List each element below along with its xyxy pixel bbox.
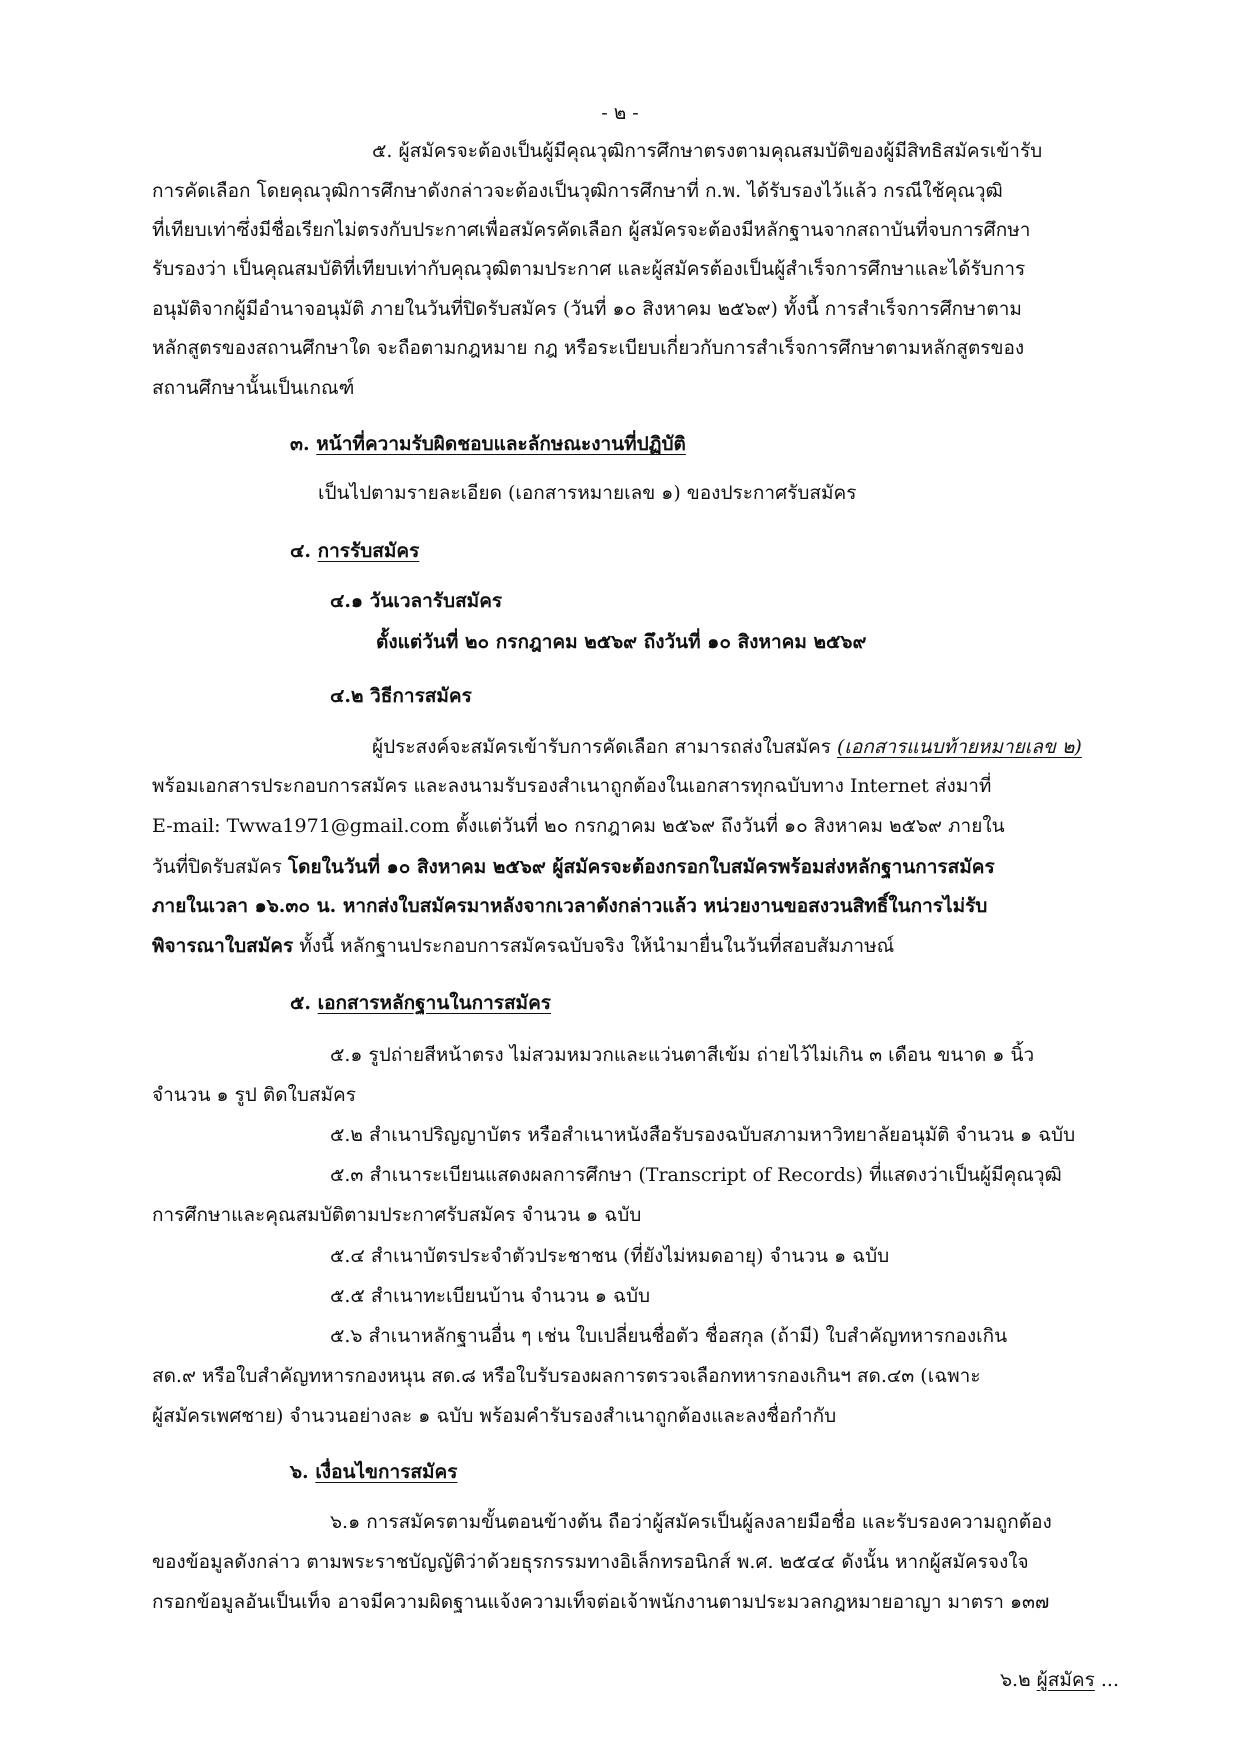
list-item: ๕.๑ รูปถ่ายสีหน้าตรง ไม่สวมหมวกและแว่นตาสีเข้ม ถ่ายไว้ไม่เกิน ๓ เดือน ขนาด ๑ นิ้ว (330, 1044, 1035, 1066)
paragraph-line: ภายในเวลา ๑๖.๓๐ น. หากส่งใบสมัครมาหลังจากเวลาดังกล่าวแล้ว หน่วยงานขอสงวนสิทธิ์ในการไม่รับ (152, 895, 988, 917)
section-number: ๔. (290, 540, 311, 562)
page-number: - ๒ - (601, 102, 639, 124)
paragraph-line: รับรองว่า เป็นคุณสมบัติที่เทียบเท่ากับคุณวุฒิตามประกาศ และผู้สมัครต้องเป็นผู้สำเร็จการศึกษาและได้รับการ (152, 258, 1026, 280)
list-item-continuation: การศึกษาและคุณสมบัติตามประกาศรับสมัคร จำนวน ๑ ฉบับ (152, 1204, 642, 1226)
section-3-heading (290, 429, 686, 459)
paragraph-line (372, 732, 1082, 762)
paragraph-line (152, 931, 894, 961)
list-item: ๕.๔ สำเนาบัตรประจำตัวประชาชน (ที่ยังไม่หมดอายุ) จำนวน ๑ ฉบับ (330, 1245, 890, 1267)
paragraph-line: ๖.๑ การสมัครตามขั้นตอนข้างต้น ถือว่าผู้สมัครเป็นผู้ลงลายมือชื่อ และรับรองความถูกต้อง (330, 1511, 1052, 1533)
bold-text: พิจารณาใบสมัคร (152, 935, 294, 957)
text-run: ผู้ประสงค์จะสมัครเข้ารับการคัดเลือก สามารถส่งใบสมัคร (372, 736, 837, 758)
paragraph-line: หลักสูตรของสถานศึกษาใด จะถือตามกฎหมาย กฎ หรือระเบียบเกี่ยวกับการสำเร็จการศึกษาตามหลักสูตรของ (152, 337, 1025, 359)
paragraph-line: ที่เทียบเท่าซึ่งมีชื่อเรียกไม่ตรงกับประกาศเพื่อสมัครคัดเลือก ผู้สมัครจะต้องมีหลักฐานจากสถาบันที่จบการศึกษา (152, 219, 1031, 241)
section-number: ๓. (290, 433, 310, 455)
ellipsis: ... (1094, 1669, 1120, 1691)
paragraph-line: ของข้อมูลดังกล่าว ตามพระราชบัญญัติว่าด้วยธุรกรรมทางอิเล็กทรอนิกส์ พ.ศ. ๒๕๔๔ ดังนั้น หากผู้สมัครจงใจ (152, 1551, 1029, 1573)
list-item: ๕.๖ สำเนาหลักฐานอื่น ๆ เช่น ใบเปลี่ยนชื่อตัว ชื่อสกุล (ถ้ามี) ใบสำคัญทหารกองเกิน (330, 1325, 1008, 1347)
paragraph-line (152, 852, 995, 882)
paragraph-line: การคัดเลือก โดยคุณวุฒิการศึกษาดังกล่าวจะต้องเป็นวุฒิการศึกษาที่ ก.พ. ได้รับรองไว้แล้ว กรณีใช้คุณวุฒิ (152, 180, 1003, 202)
list-item: ๕.๕ สำเนาทะเบียนบ้าน จำนวน ๑ ฉบับ (330, 1285, 651, 1307)
section-title: หน้าที่ความรับผิดชอบและลักษณะงานที่ปฏิบัติ (316, 433, 686, 455)
list-item-continuation: สด.๙ หรือใบสำคัญทหารกองหนุน สด.๘ หรือใบรับรองผลการตรวจเลือกทหารกองเกินฯ สด.๔๓ (เฉพาะ (152, 1365, 981, 1387)
bold-text: โดยในวันที่ ๑๐ สิงหาคม ๒๕๖๙ ผู้สมัครจะต้องกรอกใบสมัครพร้อมส่งหลักฐานการสมัคร (287, 856, 995, 878)
list-item-continuation: ผู้สมัครเพศชาย) จำนวนอย่างละ ๑ ฉบับ พร้อมคำรับรองสำเนาถูกต้องและลงชื่อกำกับ (152, 1405, 837, 1427)
paragraph-line: กรอกข้อมูลอันเป็นเท็จ อาจมีความผิดฐานแจ้งความเท็จต่อเจ้าพนักงานตามประมวลกฎหมายอาญา มาตรา ๑๓๗ (152, 1591, 1050, 1613)
next-section-label: ผู้สมัคร (1036, 1669, 1095, 1691)
section-title: เอกสารหลักฐานในการสมัคร (317, 992, 551, 1014)
paragraph-line: ๕. ผู้สมัครจะต้องเป็นผู้มีคุณวุฒิการศึกษาตรงตามคุณสมบัติของผู้มีสิทธิสมัครเข้ารับ (372, 140, 1043, 162)
subsection-4-1-heading: ๔.๑ วันเวลารับสมัคร (330, 590, 503, 612)
section-5-heading (290, 988, 551, 1018)
next-section-number: ๖.๒ (1000, 1669, 1037, 1691)
list-item-continuation: จำนวน ๑ รูป ติดใบสมัคร (152, 1084, 356, 1106)
section-title: การรับสมัคร (317, 540, 420, 562)
subsection-4-2-heading: ๔.๒ วิธีการสมัคร (330, 685, 472, 707)
continuation-marker (1000, 1665, 1119, 1695)
list-item: ๕.๓ สำเนาระเบียนแสดงผลการศึกษา (Transcript of Records) ที่แสดงว่าเป็นผู้มีคุณวุฒิ (330, 1164, 1062, 1186)
text-run: ทั้งนี้ หลักฐานประกอบการสมัครฉบับจริง ให้นำมายื่นในวันที่สอบสัมภาษณ์ (293, 935, 895, 957)
paragraph-line: พร้อมเอกสารประกอบการสมัคร และลงนามรับรองสำเนาถูกต้องในเอกสารทุกฉบับทาง Internet ส่งมาที่ (152, 775, 992, 797)
section-3-text: เป็นไปตามรายละเอียด (เอกสารหมายเลข ๑) ของประกาศรับสมัคร (318, 482, 857, 504)
attachment-reference: (เอกสารแนบท้ายหมายเลข ๒) (836, 736, 1082, 758)
list-item: ๕.๒ สำเนาปริญญาบัตร หรือสำเนาหนังสือรับรองฉบับสภามหาวิทยาลัยอนุมัติ จำนวน ๑ ฉบับ (330, 1124, 1076, 1146)
paragraph-line: สถานศึกษานั้นเป็นเกณฑ์ (152, 377, 355, 399)
application-dates: ตั้งแต่วันที่ ๒๐ กรกฎาคม ๒๕๖๙ ถึงวันที่ ๑๐ สิงหาคม ๒๕๖๙ (376, 631, 867, 653)
paragraph-line: E-mail: Twwa1971@gmail.com ตั้งแต่วันที่ ๒๐ กรกฎาคม ๒๕๖๙ ถึงวันที่ ๑๐ สิงหาคม ๒๕๖๙ ภายใน (152, 815, 1005, 837)
section-number: ๕. (290, 992, 311, 1014)
paragraph-line: อนุมัติจากผู้มีอำนาจอนุมัติ ภายในวันที่ปิดรับสมัคร (วันที่ ๑๐ สิงหาคม ๒๕๖๙) ทั้งนี้ การสำเร็จการศึกษาตาม (152, 298, 1022, 320)
text-run: วันที่ปิดรับสมัคร (152, 856, 288, 878)
section-4-heading (290, 536, 419, 566)
section-title: เงื่อนไขการสมัคร (315, 1461, 458, 1483)
section-number: ๖. (290, 1461, 309, 1483)
section-6-heading (290, 1457, 457, 1487)
